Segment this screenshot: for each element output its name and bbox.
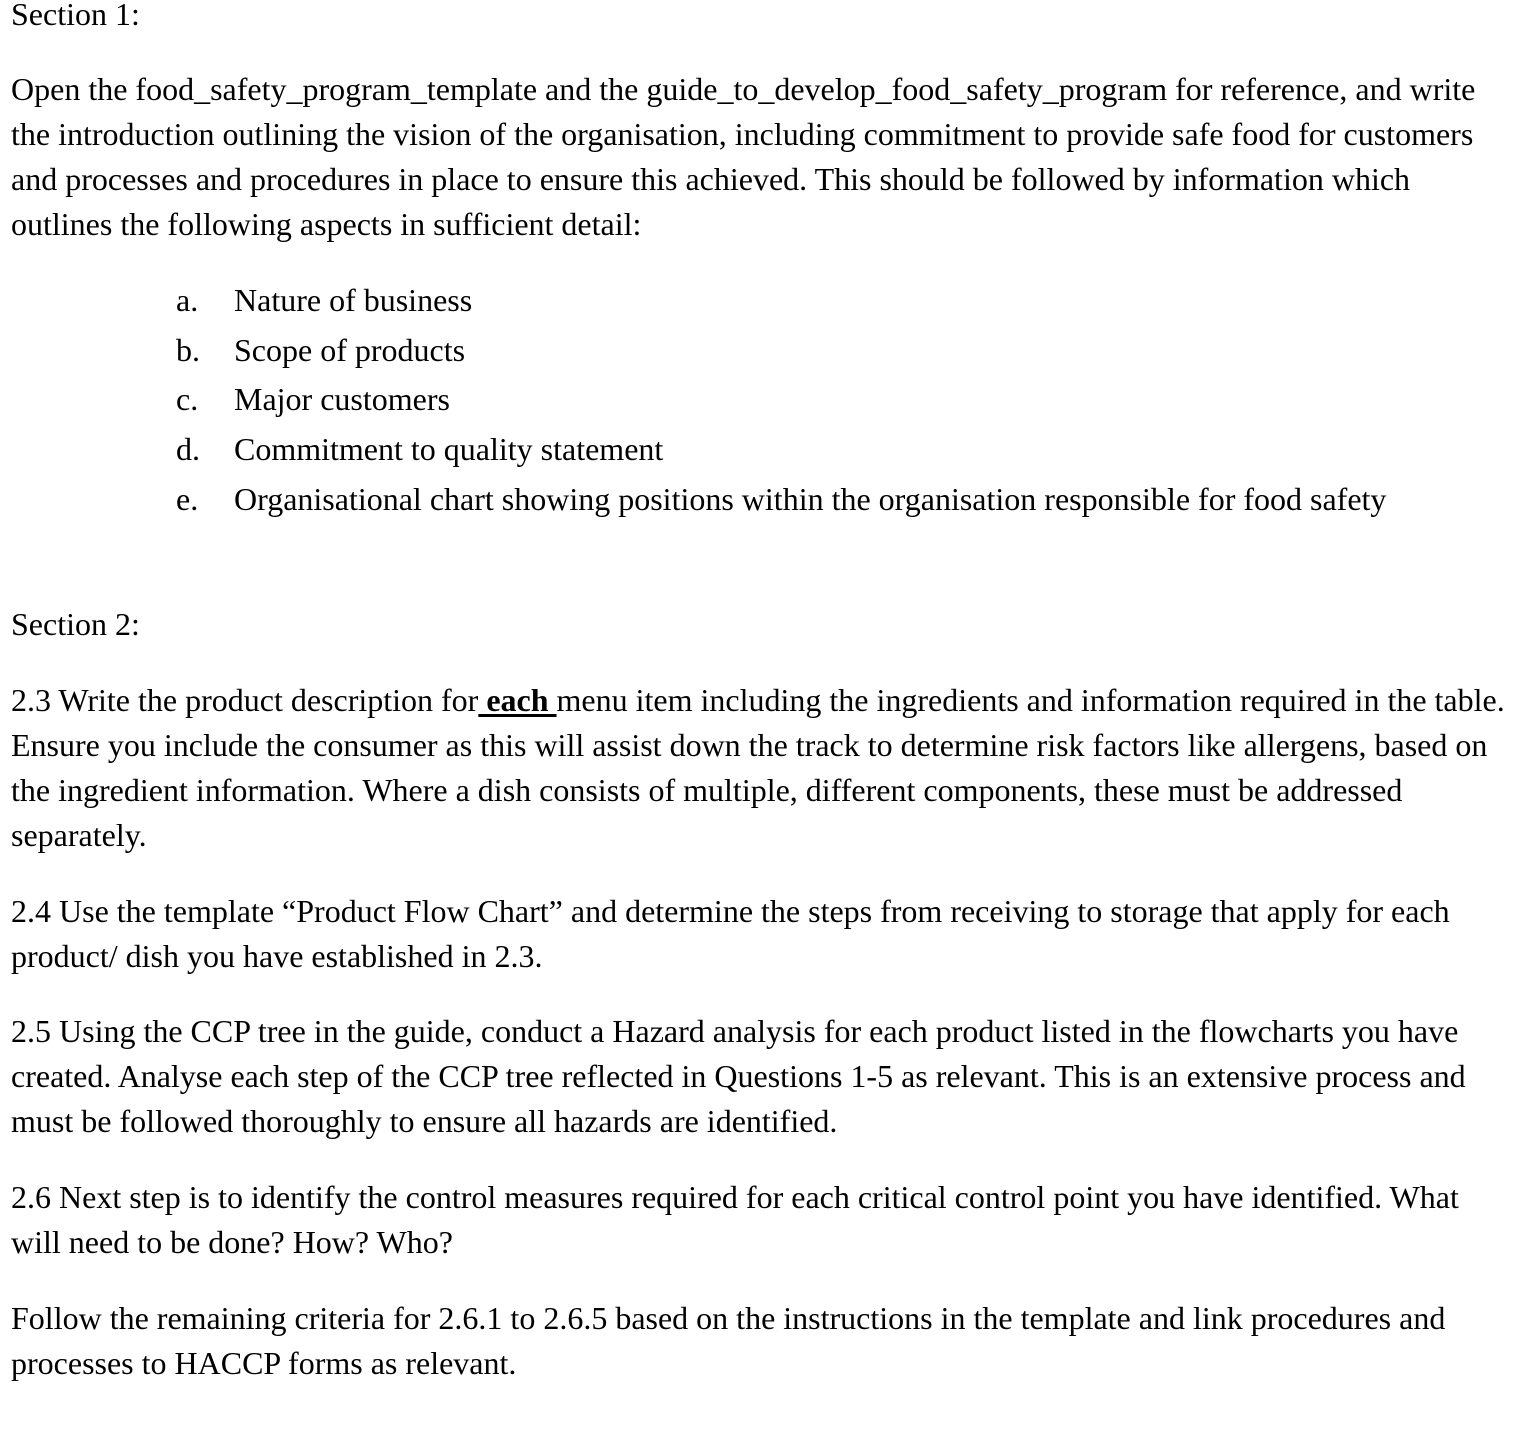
paragraph-remaining-criteria: Follow the remaining criteria for 2.6.1 to 2.6.5 based on the instructions in the template and link procedures and processes to HACCP forms as relevant. (11, 1300, 1446, 1381)
aspects-list (176, 278, 1386, 526)
list-item (176, 278, 1386, 328)
section-2-heading: Section 2: (11, 606, 140, 642)
list-item (176, 427, 1386, 477)
list-marker: d. (176, 431, 200, 468)
list-item-text: Major customers (234, 381, 450, 418)
emphasis-each: each (478, 682, 557, 718)
list-item-text: Scope of products (234, 331, 466, 368)
list-item (176, 477, 1386, 527)
paragraph-2-4: 2.4 Use the template “Product Flow Chart” and determine the steps from receiving to storage that apply for each product/ dish you have established in 2.3. (11, 893, 1450, 974)
list-item (176, 377, 1386, 427)
paragraph-2-3-start: 2.3 Write the product description for (11, 682, 479, 718)
paragraph-2-3-end: menu item including the ingredients and information required in the table. Ensure you include the consumer as this will assist down the track to determine risk factors like allergens, based on the ingredient information. Where a dish consists of multiple, different components, these must be addressed separately. (11, 682, 1505, 853)
list-item-text: Commitment to quality statement (234, 431, 664, 468)
list-item-text: Nature of business (234, 282, 473, 318)
list-marker: c. (176, 381, 199, 418)
section-1-intro: Open the food_safety_program_template and the guide_to_develop_food_safety_program for reference, and write the introduction outlining the vision of the organisation, including commitment to provide safe food for customers and processes and procedures in place to ensure this achieved. This should be followed by information which outlines the following aspects in sufficient detail: (11, 71, 1476, 242)
paragraph-2-5: 2.5 Using the CCP tree in the guide, conduct a Hazard analysis for each product listed in the flowcharts you have created. Analyse each step of the CCP tree reflected in Questions 1-5 as relevant. This is an extensive process and must be followed thoroughly to ensure all hazards are identified. (11, 1013, 1466, 1139)
list-item-text: Organisational chart showing positions within the organisation responsible for food safety (234, 480, 1387, 517)
paragraph-2-3 (11, 678, 1516, 858)
list-marker: e. (176, 480, 199, 517)
paragraph-2-6: 2.6 Next step is to identify the control measures required for each critical control point you have identified. What will need to be done? How? Who? (11, 1179, 1459, 1260)
list-marker: a. (176, 282, 199, 318)
list-marker: b. (176, 331, 200, 368)
section-1-heading: Section 1: (11, 0, 140, 32)
list-item (176, 328, 1386, 378)
